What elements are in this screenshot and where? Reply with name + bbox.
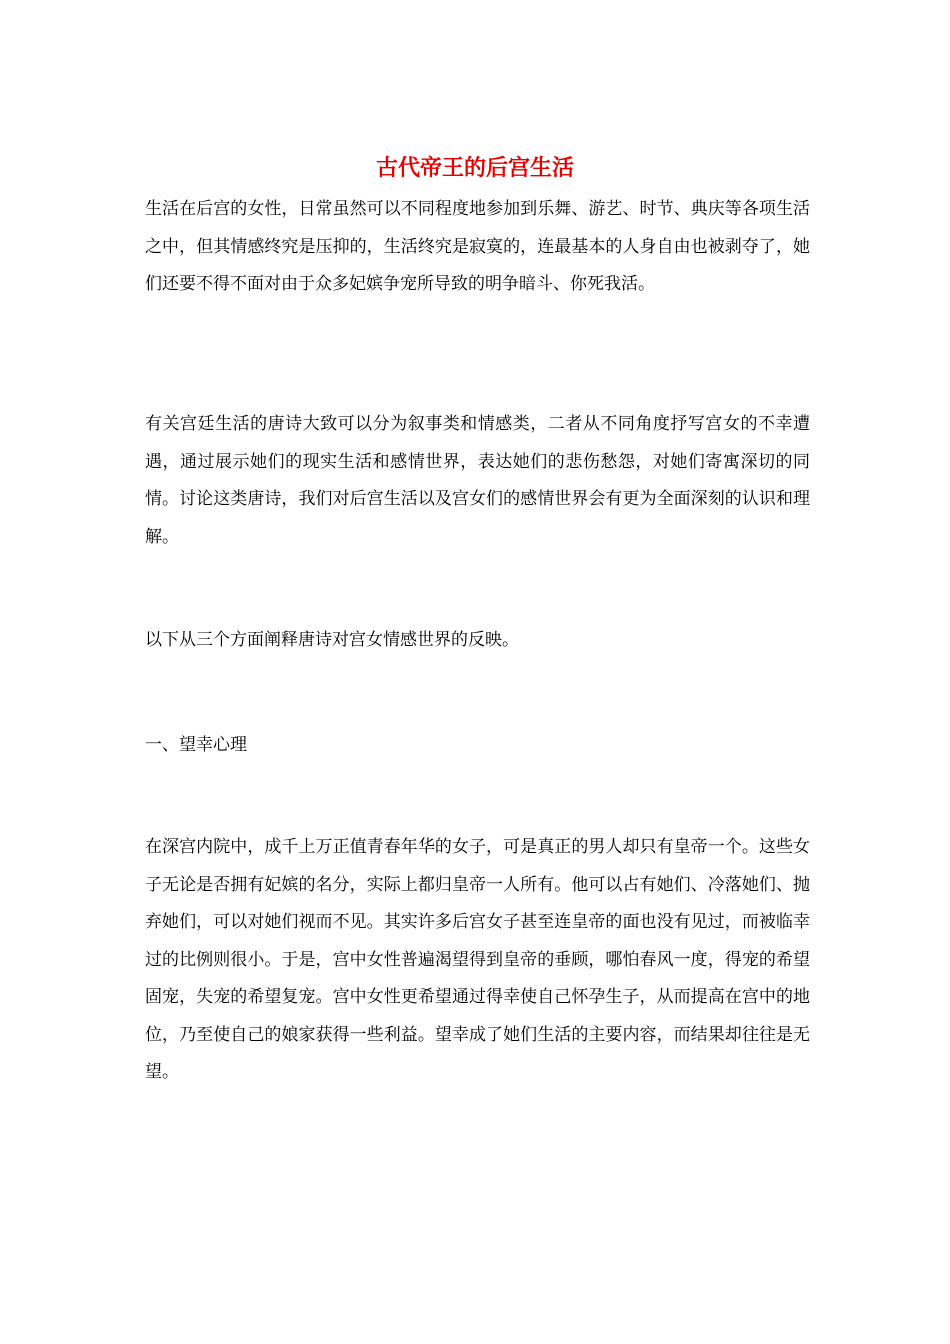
paragraph-poetry-categories: 有关宫廷生活的唐诗大致可以分为叙事类和情感类，二者从不同角度抒写宫女的不幸遭遇，通过展示她们的现实生活和感情世界，表达她们的悲伤愁怨，对她们寄寓深切的同情。讨论这类唐诗，我们对后宫生活以及宫女们的感情世界会有更为全面深刻的认识和理解。	[145, 414, 810, 547]
paragraph-intro: 生活在后宫的女性，日常虽然可以不同程度地参加到乐舞、游艺、时节、典庆等各项生活之中，但其情感终究是压抑的，生活终究是寂寞的，连最基本的人身自由也被剥夺了，她们还要不得不面对由于众多妃嫔争宠所导致的明争暗斗、你死我活。	[145, 199, 810, 294]
paragraph-three-aspects: 以下从三个方面阐释唐诗对宫女情感世界的反映。	[145, 630, 519, 650]
paragraph-section-1: 在深宫内院中，成千上万正值青春年华的女子，可是真正的男人却只有皇帝一个。这些女子无论是否拥有妃嫔的名分，实际上都归皇帝一人所有。他可以占有她们、冷落她们、抛弃她们，可以对她们视而不见。其实许多后宫女子甚至连皇帝的面也没有见过，而被临幸过的比例则很小。于是，宫中女性普遍渴望得到皇帝的垂顾，哪怕春风一度，得宠的希望固宠，失宠的希望复宠。宫中女性更希望通过得幸使自己怀孕生子，从而提高在宫中的地位，乃至使自己的娘家获得一些利益。望幸成了她们生活的主要内容，而结果却往往是无望。	[145, 837, 810, 1082]
section-heading-1: 一、望幸心理	[145, 735, 247, 755]
document-title: 古代帝王的后宫生活	[375, 155, 574, 181]
